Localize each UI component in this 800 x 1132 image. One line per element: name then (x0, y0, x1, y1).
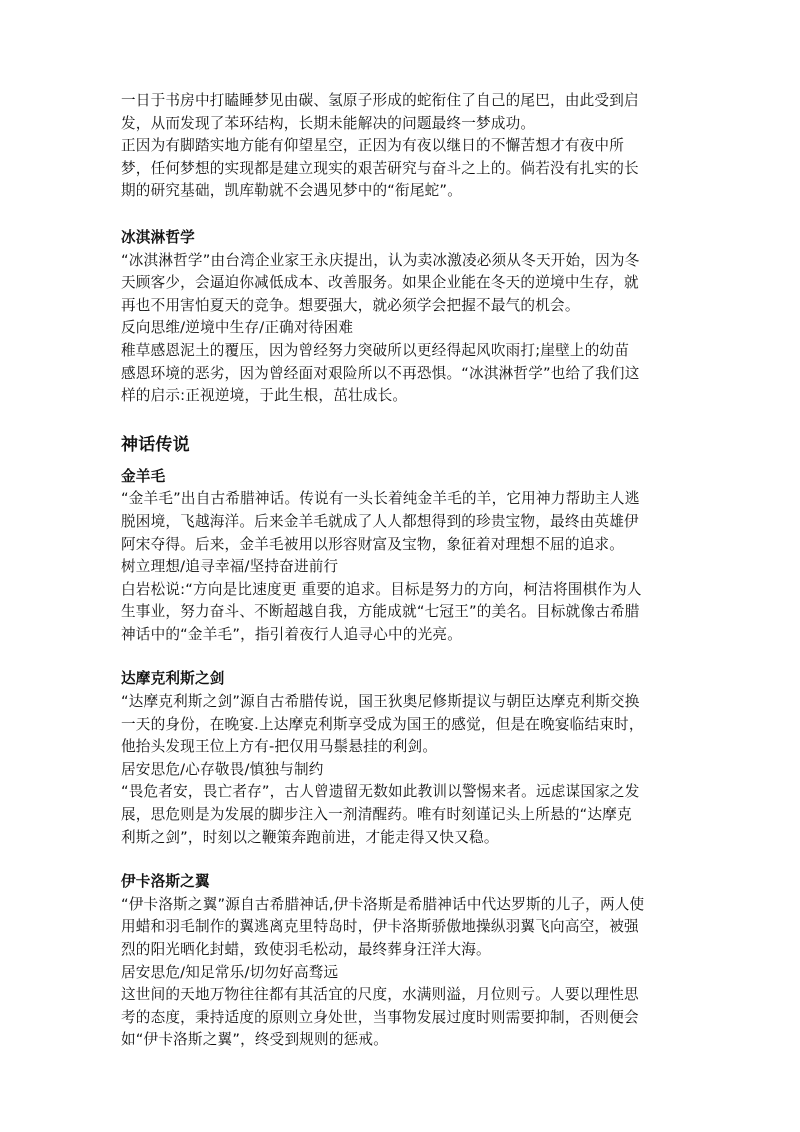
intro-paragraph-2: 正因为有脚踏实地方能有仰望星空，正因为有夜以继日的不懈苦想才有夜中所 梦，任何梦想的实现都是建立现实的艰苦研究与奋斗之上的。倘若没有扎实的长 期的研究基础，凯库勒就不会遇见梦中的“衔尾蛇”。 (121, 137, 639, 200)
damocles-paragraph-2: “畏危者安，畏亡者存”，古人曾遗留无数如此教训以警惕来者。远虑谋国家之发 展，思危则是为发展的脚步注入一剂清醒药。唯有时刻谨记头上所悬的“达摩克 利斯之剑”，时刻以之鞭策奔跑前进，才能走得又快又稳。 (121, 783, 640, 846)
damocles-heading: 达摩克利斯之剑 (121, 670, 225, 688)
icecream-heading: 冰淇淋哲学 (121, 228, 195, 246)
icecream-themes: 反向思维/逆境中生存/正确对待困难 (121, 319, 354, 337)
icecream-paragraph-2: 稚草感恩泥土的覆压，因为曾经努力突破所以更经得起风吹雨打;崖壁上的幼苗 感恩环境的恶劣，因为曾经面对艰险所以不再恐惧。“冰淇淋哲学”也给了我们这 样的启示:正视逆境，于此生根，茁壮成长。 (121, 341, 640, 405)
damocles-themes: 居安思危/心存敬畏/慎独与制约 (121, 760, 324, 778)
golden-fleece-paragraph-1: “金羊毛”出自古希腊神话。传说有一头长着纯金羊毛的羊，它用神力帮助主人逃 脱困境，飞越海洋。后来金羊毛就成了人人都想得到的珍贵宝物，最终由英雄伊 阿宋夺得。后来，金羊毛被用以形容财富及宝物，象征着对理想不屈的追求。 (121, 490, 640, 553)
intro-paragraph-1: 一日于书房中打瞌睡梦见由碳、氢原子形成的蛇衔住了自己的尾巴，由此受到启 发，从而发现了苯环结构，长期未能解决的问题最终一梦成功。 (121, 92, 639, 132)
icarus-paragraph-2: 这世间的天地万物往往都有其活宜的尺度，水满则溢，月位则亏。人要以理性思 考的态度，秉持适度的原则立身处世，当事物发展过度时则需要抑制，否则便会 如“伊卡洛斯之翼”，终受到规则的惩戒。 (121, 986, 639, 1049)
icarus-themes: 居安思危/知足常乐/切勿好高骛远 (121, 963, 339, 981)
document-page (121, 90, 693, 1052)
icarus-paragraph-1: “伊卡洛斯之翼”源自古希腊神话,伊卡洛斯是希腊神话中代达罗斯的儿子，两人使 用蜡和羽毛制作的翼逃离克里特岛时，伊卡洛斯骄傲地操纵羽翼飞向高空，被强 烈的阳光晒化封蜡，致使羽毛松动，最终葬身汪洋大海。 (121, 895, 645, 958)
damocles-paragraph-1: “达摩克利斯之剑”源自古希腊传说，国王狄奥尼修斯提议与朝臣达摩克利斯交换 一天的身份，在晚宴.上达摩克利斯享受成为国王的感觉，但是在晚宴临结束时， 他抬头发现王位上方有-把仅用马鬃悬挂的利剑。 (121, 693, 644, 756)
golden-fleece-paragraph-2: 白岩松说:“方向是比速度更 重要的追求。目标是努力的方向，柯洁将围棋作为人 生事业，努力奋斗、不断超越自我，方能成就“七冠王”的美名。目标就像古希腊 神话中的“金羊毛”，指引着夜行人追寻心中的光亮。 (121, 580, 642, 643)
myth-section-title: 神话传说 (121, 434, 190, 455)
golden-fleece-themes: 树立理想/追寻幸福/坚持奋进前行 (121, 558, 339, 576)
icarus-heading: 伊卡洛斯之翼 (121, 873, 210, 891)
golden-fleece-heading: 金羊毛 (121, 467, 166, 485)
icecream-paragraph-1: “冰淇淋哲学”由台湾企业家王永庆提出，认为卖冰激凌必须从冬天开始，因为冬 天顾客少，会逼迫你减低成本、改善服务。如果企业能在冬天的逆境中生存，就 再也不用害怕夏天的竞争。想要强大，就必须学会把握不最气的机会。 (121, 251, 640, 314)
